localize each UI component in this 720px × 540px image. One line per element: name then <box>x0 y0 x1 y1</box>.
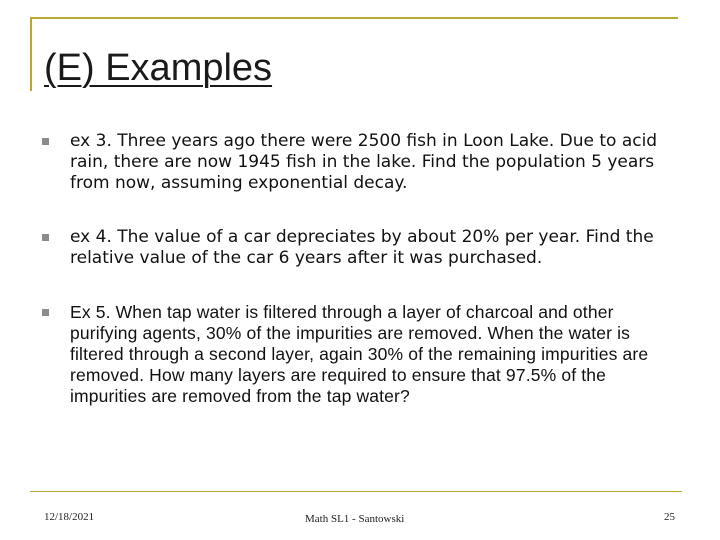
bullet-text: Ex 5. When tap water is filtered through a layer of charcoal and other purifying agents, 30% of the impurities are removed. When the water is filtered through a second layer, again 30% of the remaining impurities are removed. How many layers are required to ensure that 97.5% of the impurities are removed from the tap water? <box>70 302 649 406</box>
bullet-text: ex 3. Three years ago there were 2500 fish in Loon Lake. Due to acid rain, there are now 1945 fish in the lake. Find the population 5 years from now, assuming exponential decay. <box>70 131 658 193</box>
square-bullet-icon <box>42 138 49 145</box>
bullet-text: ex 4. The value of a car depreciates by about 20% per year. Find the relative value of the car 6 years after it was purchased. <box>70 227 654 268</box>
footer-divider <box>30 491 682 492</box>
square-bullet-icon <box>42 234 49 241</box>
page-number: 25 <box>664 511 675 523</box>
slide-title: (E) Examples <box>44 47 273 89</box>
footer-date: 12/18/2021 <box>44 511 95 523</box>
footer-course: Math SL1 - Santowski <box>305 513 405 525</box>
square-bullet-icon <box>42 309 49 316</box>
